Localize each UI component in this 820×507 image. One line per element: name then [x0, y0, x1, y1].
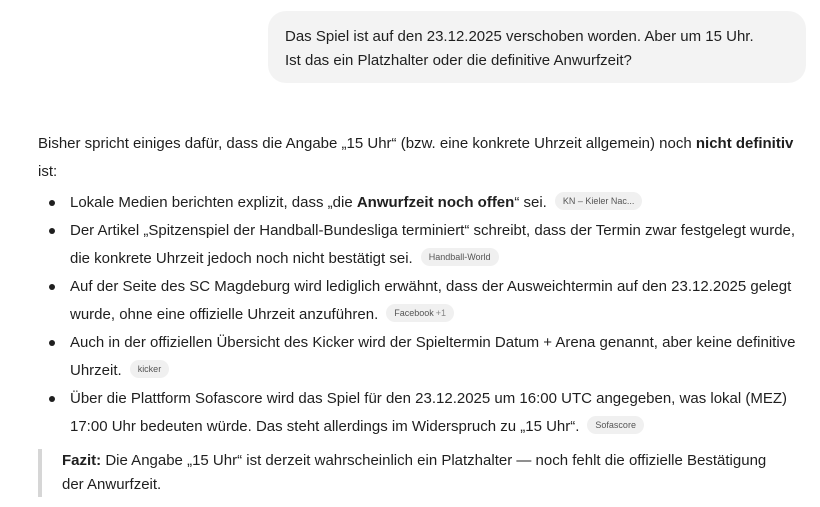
source-chip[interactable] [130, 360, 170, 378]
user-message-line-2: Ist das ein Platzhalter oder die definitive Anwurfzeit? [285, 52, 632, 69]
bullet-text: Auch in der offiziellen Übersicht des Kicker wird der Spieltermin Datum + Arena genannt, aber keine definitive Uhrzeit. [70, 334, 796, 379]
list-item [38, 329, 798, 385]
source-chip-label: Sofascore [595, 420, 636, 431]
source-chip[interactable] [386, 304, 454, 322]
bullet-bold: Anwurfzeit noch offen [356, 194, 515, 211]
source-chip-count: +1 [435, 308, 447, 319]
user-message-bubble [268, 11, 806, 83]
intro-bold: nicht definitiv [695, 135, 794, 152]
intro-text-2: ist: [38, 163, 58, 180]
bullet-dot [49, 284, 55, 290]
conclusion-text: Die Angabe „15 Uhr“ ist derzeit wahrscheinlich ein Platzhalter — noch fehlt die offizielle Bestätigung der Anwurfzeit. [62, 452, 767, 493]
bullet-dot [49, 396, 55, 402]
assistant-answer [38, 130, 798, 497]
bullet-text: Auf der Seite des SC Magdeburg wird lediglich erwähnt, dass der Ausweichtermin auf den 23.12.2025 gelegt wurde, ohne eine offizielle Uhrzeit anzuführen. [70, 278, 792, 323]
bullet-dot [49, 200, 55, 206]
answer-bullet-list [38, 189, 798, 441]
source-chip-label: kicker [137, 364, 162, 375]
source-chip-label: KN – Kieler Nac... [562, 196, 635, 207]
conclusion-label: Fazit: [62, 452, 102, 469]
source-chip[interactable] [555, 192, 643, 210]
answer-intro [38, 130, 798, 186]
source-chip[interactable] [421, 248, 499, 266]
source-chip[interactable] [587, 416, 644, 434]
bullet-dot [49, 228, 55, 234]
bullet-text: Lokale Medien berichten explizit, dass „die [70, 194, 357, 211]
list-item [38, 189, 798, 217]
intro-text-1: Bisher spricht einiges dafür, dass die Angabe „15 Uhr“ (bzw. eine konkrete Uhrzeit allgemein) noch [38, 135, 696, 152]
bullet-dot [49, 340, 55, 346]
bullet-text: Über die Plattform Sofascore wird das Spiel für den 23.12.2025 um 16:00 UTC angegeben, was lokal (MEZ) 17:00 Uhr bedeuten würde. Das steht allerdings im Widerspruch zu „15 Uhr“. [70, 390, 788, 435]
source-chip-label: Facebook [394, 308, 434, 319]
list-item [38, 217, 798, 273]
list-item [38, 385, 798, 441]
conclusion-quote [38, 449, 778, 497]
source-chip-label: Handball-World [428, 252, 491, 263]
user-message-line-1: Das Spiel ist auf den 23.12.2025 verschoben worden. Aber um 15 Uhr. [285, 28, 754, 45]
list-item [38, 273, 798, 329]
bullet-text: Der Artikel „Spitzenspiel der Handball-Bundesliga terminiert“ schreibt, dass der Termin zwar festgelegt wurde, die konkrete Uhrzeit jedoch noch nicht bestätigt sei. [70, 222, 796, 267]
bullet-text-end: “ sei. [514, 194, 547, 211]
